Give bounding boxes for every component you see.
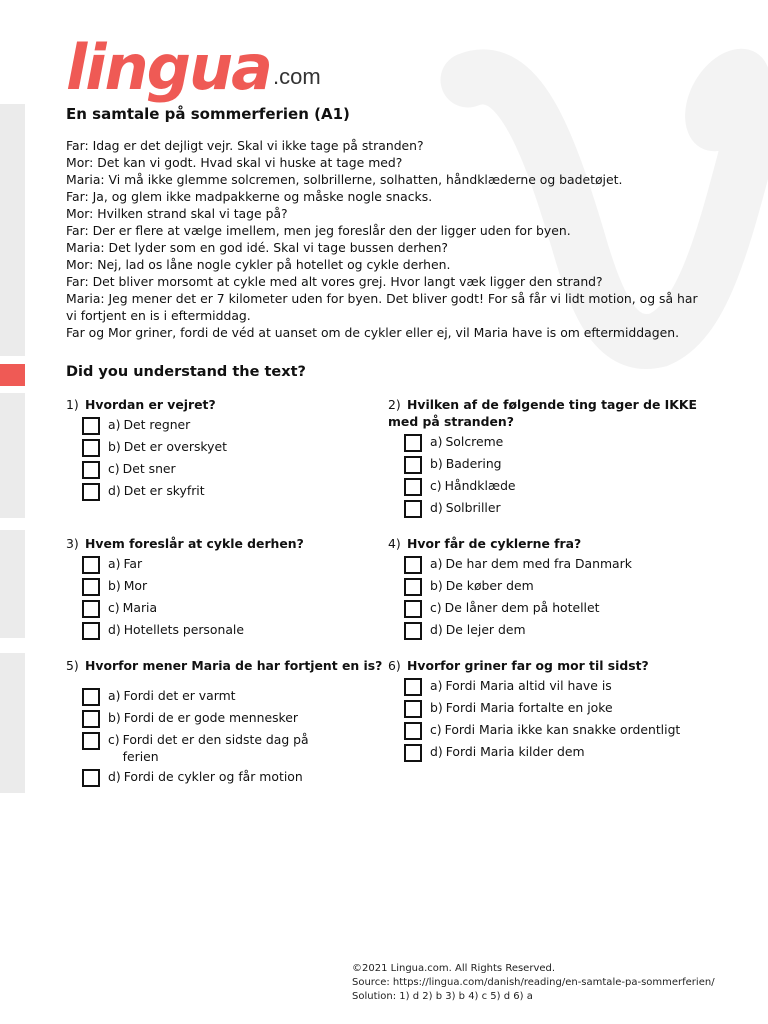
checkbox[interactable] [404, 456, 422, 474]
option-text: De køber dem [445, 578, 534, 593]
question-title [388, 657, 708, 674]
checkbox[interactable] [404, 700, 422, 718]
question-number: 3) [66, 536, 79, 551]
checkbox[interactable] [82, 483, 100, 501]
checkbox[interactable] [82, 769, 100, 787]
question-3 [66, 535, 386, 640]
option-letter: d) [108, 769, 121, 784]
dialogue-line: Far: Der er flere at vælge imellem, men jeg foreslår den der ligger uden for byen. [66, 223, 571, 238]
option-text: Fordi det er den sidste dag på ferien [122, 732, 309, 764]
answer-option[interactable] [66, 687, 386, 706]
option-text: De lejer dem [445, 622, 526, 637]
dialogue-line: Mor: Hvilken strand skal vi tage på? [66, 206, 288, 221]
question-title [388, 396, 708, 430]
section-title: Did you understand the text? [66, 364, 306, 380]
option-letter: c) [430, 600, 442, 615]
option-letter: b) [430, 578, 443, 593]
option-text: Fordi Maria kilder dem [445, 744, 585, 759]
dialogue-line: Mor: Det kan vi godt. Hvad skal vi huske at tage med? [66, 155, 403, 170]
option-text: Fordi de cykler og får motion [123, 769, 303, 784]
answer-option[interactable] [388, 621, 708, 640]
checkbox[interactable] [404, 578, 422, 596]
checkbox[interactable] [82, 732, 100, 750]
option-letter: d) [430, 500, 443, 515]
checkbox[interactable] [82, 622, 100, 640]
option-text: Det er skyfrit [123, 483, 205, 498]
checkbox[interactable] [82, 578, 100, 596]
solution: Solution: 1) d 2) b 3) b 4) c 5) d 6) a [352, 991, 533, 1002]
dialogue-line: Far og Mor griner, fordi de véd at uanset om de cykler eller ej, vil Maria have is om eftermiddagen. [66, 325, 680, 340]
answer-option[interactable] [66, 709, 386, 728]
option-letter: b) [108, 578, 121, 593]
question-number: 4) [388, 536, 401, 551]
checkbox[interactable] [82, 461, 100, 479]
option-letter: c) [430, 722, 442, 737]
option-text: Fordi Maria altid vil have is [445, 678, 612, 693]
dialogue-text [66, 137, 706, 341]
option-letter: c) [108, 600, 120, 615]
checkbox[interactable] [404, 622, 422, 640]
copyright: ©2021 Lingua.com. All Rights Reserved. [352, 963, 556, 974]
dialogue-line: Maria: Jeg mener det er 7 kilometer uden for byen. Det bliver godt! For så får vi lidt motion, og så har [66, 291, 698, 306]
checkbox[interactable] [404, 556, 422, 574]
sidebar-block [0, 530, 25, 638]
option-letter: d) [430, 622, 443, 637]
answer-option[interactable] [66, 599, 386, 618]
option-letter: a) [430, 556, 443, 571]
option-letter: a) [430, 434, 443, 449]
logo-tld: .com [273, 64, 321, 89]
sidebar-block [0, 653, 25, 793]
option-letter: c) [108, 732, 120, 747]
dialogue-line: Maria: Vi må ikke glemme solcremen, solbrillerne, solhatten, håndklæderne og badetøjet. [66, 172, 623, 187]
question-title [388, 535, 708, 552]
question-text: Hvordan er vejret? [85, 397, 216, 412]
question-title [66, 396, 386, 413]
option-text: De låner dem på hotellet [444, 600, 600, 615]
question-text: Hvem foreslår at cykle derhen? [85, 536, 304, 551]
option-text: Fordi Maria fortalte en joke [445, 700, 613, 715]
sidebar-block [0, 393, 25, 518]
answer-option[interactable] [388, 477, 708, 496]
answer-option[interactable] [388, 599, 708, 618]
option-text: Maria [122, 600, 158, 615]
checkbox[interactable] [404, 500, 422, 518]
answer-option[interactable] [66, 577, 386, 596]
question-5 [66, 657, 386, 787]
question-number: 5) [66, 658, 79, 673]
checkbox[interactable] [82, 688, 100, 706]
page-title: En samtale på sommerferien (A1) [66, 105, 350, 123]
logo-brand: lingua [66, 31, 271, 104]
answer-option[interactable] [66, 768, 386, 787]
answer-option[interactable] [388, 577, 708, 596]
option-text: Fordi det er varmt [123, 688, 236, 703]
option-letter: b) [430, 456, 443, 471]
question-2 [388, 396, 708, 518]
option-letter: c) [108, 461, 120, 476]
checkbox[interactable] [82, 417, 100, 435]
question-text: Hvor får de cyklerne fra? [407, 536, 582, 551]
answer-option[interactable] [66, 416, 386, 435]
question-text: Hvilken af de følgende ting tager de IKKE med på stranden? [388, 397, 697, 429]
source-link[interactable]: Source: https://lingua.com/danish/reading/en-samtale-pa-sommerferien/ [352, 977, 715, 988]
answer-option[interactable] [388, 499, 708, 518]
question-text: Hvorfor mener Maria de har fortjent en is? [85, 658, 383, 673]
option-text: Håndklæde [444, 478, 516, 493]
option-text: Solcreme [445, 434, 504, 449]
checkbox[interactable] [404, 478, 422, 496]
checkbox[interactable] [404, 678, 422, 696]
question-6 [388, 657, 708, 762]
option-letter: b) [108, 710, 121, 725]
answer-option[interactable] [388, 699, 708, 718]
answer-option[interactable] [66, 555, 386, 574]
question-title [66, 535, 386, 552]
option-text: Det er overskyet [123, 439, 227, 454]
option-text: Hotellets personale [123, 622, 244, 637]
option-letter: a) [108, 417, 121, 432]
lingua-logo[interactable] [66, 12, 321, 108]
sidebar-accent [0, 364, 25, 386]
option-letter: d) [108, 622, 121, 637]
option-text: Det regner [123, 417, 191, 432]
option-text: Det sner [122, 461, 176, 476]
answer-option[interactable] [388, 433, 708, 452]
option-text: Fordi Maria ikke kan snakke ordentligt [444, 722, 681, 737]
dialogue-line: Far: Ja, og glem ikke madpakkerne og måske nogle snacks. [66, 189, 433, 204]
answer-option[interactable] [388, 455, 708, 474]
checkbox[interactable] [82, 556, 100, 574]
answer-option[interactable] [66, 460, 386, 479]
footer [352, 962, 715, 1004]
option-text: De har dem med fra Danmark [445, 556, 632, 571]
dialogue-line: vi fortjent en is i eftermiddag. [66, 308, 251, 323]
checkbox[interactable] [404, 434, 422, 452]
checkbox[interactable] [82, 600, 100, 618]
option-text: Fordi de er gode mennesker [123, 710, 298, 725]
question-title [66, 657, 386, 674]
answer-option[interactable] [66, 482, 386, 501]
answer-option[interactable] [388, 721, 708, 740]
question-number: 2) [388, 397, 401, 412]
answer-option[interactable] [388, 555, 708, 574]
option-letter: a) [108, 556, 121, 571]
checkbox[interactable] [404, 744, 422, 762]
dialogue-line: Far: Idag er det dejligt vejr. Skal vi ikke tage på stranden? [66, 138, 424, 153]
checkbox[interactable] [82, 439, 100, 457]
answer-option[interactable] [66, 621, 386, 640]
dialogue-line: Mor: Nej, lad os låne nogle cykler på hotellet og cykle derhen. [66, 257, 451, 272]
option-letter: b) [108, 439, 121, 454]
dialogue-line: Maria: Det lyder som en god idé. Skal vi tage bussen derhen? [66, 240, 449, 255]
option-letter: b) [430, 700, 443, 715]
question-4 [388, 535, 708, 640]
answer-option[interactable] [66, 438, 386, 457]
option-text: Far [123, 556, 143, 571]
checkbox[interactable] [404, 722, 422, 740]
question-number: 1) [66, 397, 79, 412]
question-number: 6) [388, 658, 401, 673]
question-1 [66, 396, 386, 501]
checkbox[interactable] [82, 710, 100, 728]
answer-option[interactable] [66, 731, 386, 765]
option-text: Solbriller [445, 500, 501, 515]
option-letter: d) [108, 483, 121, 498]
option-text: Badering [445, 456, 502, 471]
checkbox[interactable] [404, 600, 422, 618]
option-letter: a) [430, 678, 443, 693]
option-letter: d) [430, 744, 443, 759]
dialogue-line: Far: Det bliver morsomt at cykle med alt vores grej. Hvor langt væk ligger den strand? [66, 274, 603, 289]
option-letter: a) [108, 688, 121, 703]
answer-option[interactable] [388, 743, 708, 762]
question-text: Hvorfor griner far og mor til sidst? [407, 658, 649, 673]
option-text: Mor [123, 578, 148, 593]
sidebar-block [0, 104, 25, 356]
option-letter: c) [430, 478, 442, 493]
answer-option[interactable] [388, 677, 708, 696]
